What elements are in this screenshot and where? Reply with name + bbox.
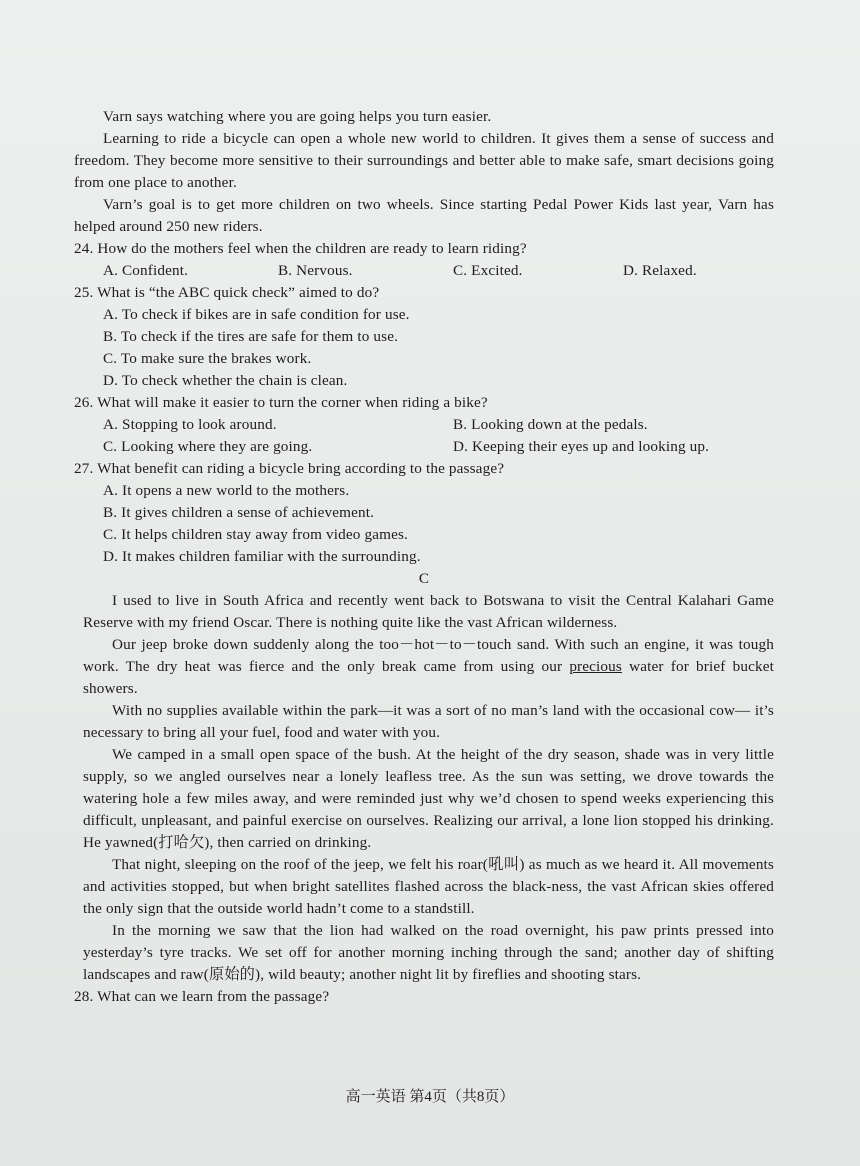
question-24-options: [74, 260, 774, 282]
option-b: B. It gives children a sense of achievement.: [103, 504, 375, 521]
text-run: water for brief bucket showers.: [83, 658, 774, 697]
option-b: B. Nervous.: [278, 262, 353, 279]
question-26-options-row-1: [74, 414, 774, 436]
page-footer: 高一英语 第4页（共8页）: [345, 1089, 515, 1105]
passage-c-paragraph-5: That night, sleeping on the roof of the jeep, we felt his roar(吼叫) as much as we heard it. All movements and activities stopped, but when bright satellites flashed across the black-ness, the vast African skies offered the only sign that the outside world hadn’t come to a standstill.: [83, 856, 774, 917]
option-c: C. It helps children stay away from video games.: [103, 526, 408, 543]
passage-c-paragraph-6: In the morning we saw that the lion had walked on the road overnight, his paw prints pressed into yesterday’s tyre tracks. We set off for another morning inching through the sand; another day of shifting landscapes and raw(原始的), wild beauty; another night lit by fireflies and shooting stars.: [83, 922, 774, 983]
option-d: D. To check whether the chain is clean.: [103, 372, 348, 389]
underlined-word: precious: [569, 658, 622, 675]
passage-b-paragraph: Varn says watching where you are going helps you turn easier.: [103, 108, 492, 125]
question-28-stem: 28. What can we learn from the passage?: [74, 988, 330, 1005]
page-content: [74, 106, 774, 1008]
passage-b-paragraph: Varn’s goal is to get more children on two wheels. Since starting Pedal Power Kids last year, Varn has helped around 250 new riders.: [74, 196, 774, 235]
option-b: B. To check if the tires are safe for them to use.: [103, 328, 399, 345]
option-c: C. To make sure the brakes work.: [103, 350, 312, 367]
option-a: A. It opens a new world to the mothers.: [103, 482, 350, 499]
passage-c: [74, 590, 774, 1008]
question-26-stem: 26. What will make it easier to turn the corner when riding a bike?: [74, 394, 488, 411]
option-c: C. Excited.: [453, 262, 523, 279]
passage-b-paragraph: Learning to ride a bicycle can open a whole new world to children. It gives them a sense of success and freedom. They become more sensitive to their surroundings and better able to make safe, smart decisions going from one place to another.: [74, 130, 774, 191]
passage-c-paragraph-3: With no supplies available within the park—it was a sort of no man’s land with the occasional cow— it’s necessary to bring all your fuel, food and water with you.: [83, 702, 774, 741]
option-a: A. Confident.: [103, 262, 189, 279]
option-a: A. Stopping to look around.: [103, 416, 277, 433]
question-27-stem: 27. What benefit can riding a bicycle bring according to the passage?: [74, 460, 505, 477]
option-b: B. Looking down at the pedals.: [453, 416, 648, 433]
option-a: A. To check if bikes are in safe condition for use.: [103, 306, 410, 323]
section-c-title: C: [418, 570, 430, 587]
text-run: Our jeep broke down suddenly along the too－hot－to－touch sand. With such an engine, it was tough work. The dry heat was fierce and the only break came from using our: [83, 636, 774, 675]
passage-c-paragraph-1: I used to live in South Africa and recently went back to Botswana to visit the Central Kalahari Game Reserve with my friend Oscar. There is nothing quite like the vast African wilderness.: [83, 592, 774, 631]
question-26-options-row-2: [74, 436, 774, 458]
option-d: D. Keeping their eyes up and looking up.: [453, 438, 710, 455]
question-27-options: [74, 480, 774, 568]
passage-c-paragraph-4: We camped in a small open space of the bush. At the height of the dry season, shade was in very little supply, so we angled ourselves near a lonely leafless tree. As the sun was setting, we drove towards the watering hole a few miles away, and were reminded just why we’d chosen to spend weeks experiencing this difficult, unpleasant, and painful exercise on ourselves. Realizing our arrival, a lone lion stopped his drinking. He yawned(打哈欠), then carried on drinking.: [83, 746, 774, 851]
passage-c-paragraph-2: [83, 634, 774, 700]
question-24-stem: 24. How do the mothers feel when the children are ready to learn riding?: [74, 240, 527, 257]
option-c: C. Looking where they are going.: [103, 438, 313, 455]
option-d: D. It makes children familiar with the surrounding.: [103, 548, 421, 565]
question-25-stem: 25. What is “the ABC quick check” aimed to do?: [74, 284, 380, 301]
question-25-options: [74, 304, 774, 392]
option-d: D. Relaxed.: [623, 262, 697, 279]
